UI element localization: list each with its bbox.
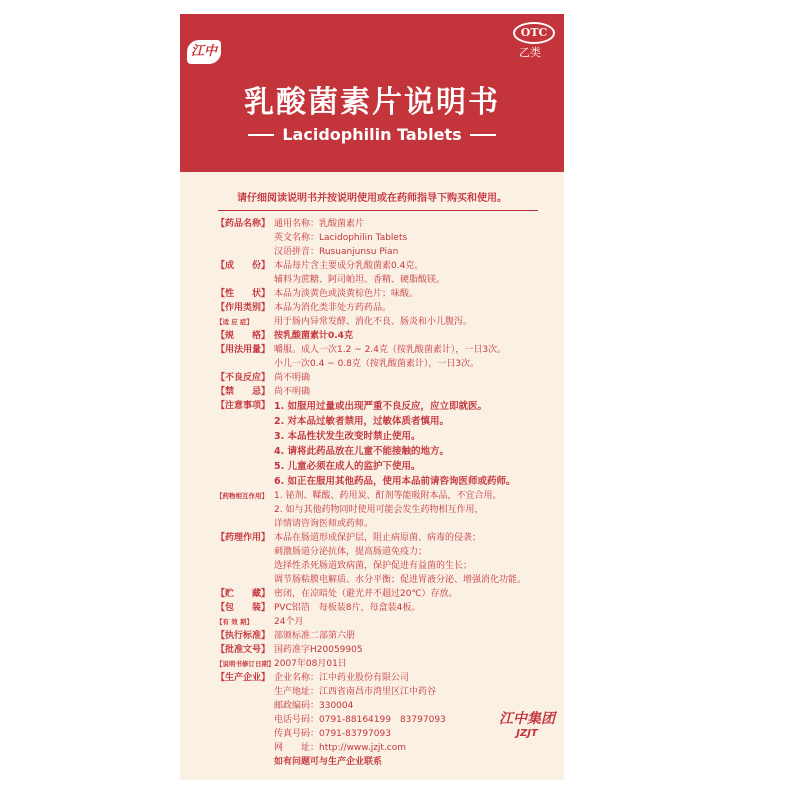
info-row-label: 【成 份】 — [216, 261, 271, 271]
info-row-line: 通用名称：乳酸菌素片 — [274, 219, 365, 229]
info-row — [216, 399, 560, 489]
info-row-label: 【规 格】 — [216, 331, 271, 341]
info-row-line: 尚不明确 — [274, 387, 311, 397]
info-row-line: 本品为淡黄色或淡黄棕色片；味酸。 — [274, 289, 419, 299]
info-row-label: 【贮 藏】 — [216, 589, 271, 599]
info-row-line: 本品为消化类非处方药药品。 — [274, 303, 392, 313]
info-row — [216, 217, 560, 259]
info-row — [216, 343, 560, 371]
footer-brand-logo — [492, 708, 562, 739]
otc-class-label: 乙类 — [519, 46, 541, 59]
title-english: Lacidophilin Tablets — [282, 125, 462, 144]
info-row-line: 6. 如正在服用其他药品，使用本品前请咨询医师或药师。 — [274, 476, 516, 487]
info-row — [216, 489, 560, 531]
info-row-line: 24个月 — [274, 617, 304, 627]
info-row-values — [274, 217, 560, 259]
jiangzhong-logo: 江中 — [187, 40, 221, 64]
info-row-line: 电话号码：0791-88164199 83797093 — [274, 715, 446, 725]
info-row-line: 选择性杀死肠道致病菌，保护促进有益菌的生长； — [274, 561, 473, 571]
info-row — [216, 601, 560, 615]
title-rule-right — [470, 134, 496, 136]
info-row-line: 1. 铋剂、鞣酸、药用炭、酊剂等能吸附本品，不宜合用。 — [274, 491, 502, 501]
info-row — [216, 287, 560, 301]
info-row-line: 调节肠粘膜电解质、水分平衡；促进胃液分泌、增强消化功能。 — [274, 575, 527, 585]
info-row — [216, 385, 560, 399]
info-row — [216, 531, 560, 587]
info-row-line: 生产地址：江西省南昌市湾里区江中药谷 — [274, 687, 437, 697]
info-row-label: 【批准文号】 — [216, 645, 271, 655]
info-row — [216, 643, 560, 657]
info-row-label: 【性 状】 — [216, 289, 271, 299]
footer-brand-en: JZJT — [516, 728, 538, 739]
info-row-line: 英文名称：Lacidophilin Tablets — [274, 233, 408, 243]
info-row-values — [274, 301, 560, 315]
info-row-label: 【包 装】 — [216, 603, 271, 613]
info-row-line: 小儿一次0.4 ~ 0.8克（按乳酸菌素计），一日3次。 — [274, 359, 480, 369]
info-row-line: 网 址：http://www.jzjt.com — [274, 743, 407, 753]
info-row-values — [274, 343, 560, 371]
info-row-label: 【药物相互作用】 — [216, 492, 268, 500]
info-row — [216, 301, 560, 315]
info-row-line: 用于肠内异常发酵、消化不良、肠炎和小儿腹泻。 — [274, 317, 473, 327]
info-row-values — [274, 371, 560, 385]
info-row-line: 本品在肠道形成保护层，阻止病原菌、病毒的侵袭； — [274, 533, 482, 543]
info-row-label: 【说明书修订日期】 — [216, 660, 275, 668]
info-row-line: 4. 请将此药品放在儿童不能接触的地方。 — [274, 446, 450, 457]
info-row-values — [274, 315, 560, 329]
info-row-label: 【生产企业】 — [216, 673, 271, 683]
usage-notice: 请仔细阅读说明书并按说明使用或在药师指导下购买和使用。 — [237, 193, 507, 204]
info-row-label: 【禁 忌】 — [216, 387, 271, 397]
info-row-label: 【适 应 症】 — [216, 318, 254, 326]
info-row — [216, 371, 560, 385]
info-table — [216, 217, 560, 769]
info-row-label: 【不良反应】 — [216, 373, 271, 383]
info-row-label: 【药品名称】 — [216, 219, 271, 229]
info-row — [216, 587, 560, 601]
info-row-values — [274, 385, 560, 399]
info-row-line: 密闭，在凉暗处（避光并不超过20℃）存放。 — [274, 589, 458, 599]
info-row-label: 【注意事项】 — [216, 401, 271, 411]
info-row-values — [274, 287, 560, 301]
info-row — [216, 259, 560, 287]
info-row-values — [274, 259, 560, 287]
info-row-line: 本品每片含主要成分乳酸菌素0.4克。 — [274, 261, 424, 271]
info-row-label: 【执行标准】 — [216, 631, 271, 641]
info-row-values — [274, 531, 560, 587]
info-row-values — [274, 643, 560, 657]
info-row — [216, 315, 560, 329]
title-chinese: 乳酸菌素片说明书 — [244, 85, 500, 120]
info-row-line: PVC铝箔 每板装8片，每盒装4板。 — [274, 603, 421, 613]
info-row-line: 3. 本品性状发生改变时禁止使用。 — [274, 431, 421, 442]
info-row-values — [274, 629, 560, 643]
info-row-values — [274, 657, 560, 671]
info-row-line: 辅料为蔗糖、阿司帕坦、香精、硬脂酸镁。 — [274, 275, 446, 285]
info-row-line: 5. 儿童必须在成人的监护下使用。 — [274, 461, 421, 472]
info-row-label: 【作用类别】 — [216, 303, 271, 313]
info-row-line: 汉语拼音：Rusuanjunsu Pian — [274, 247, 399, 257]
otc-badge: OTC — [513, 22, 555, 44]
info-row — [216, 657, 560, 671]
info-row — [216, 329, 560, 343]
info-row-line: 2007年08月01日 — [274, 659, 347, 669]
header-band — [180, 14, 564, 172]
info-row-line: 传真号码：0791-83797093 — [274, 729, 391, 739]
info-row-label: 【用法用量】 — [216, 345, 271, 355]
notice-divider — [218, 210, 538, 211]
info-row-line: 尚不明确 — [274, 373, 311, 383]
info-row-values — [274, 615, 560, 629]
info-row-line: 如有问题可与生产企业联系 — [274, 757, 383, 767]
title-rule-left — [248, 134, 274, 136]
title-english-row — [180, 125, 564, 144]
instruction-sheet — [180, 14, 564, 780]
info-row-label: 【有 效 期】 — [216, 618, 254, 626]
info-row-line: 部颁标准二部第六册 — [274, 631, 356, 641]
info-row-values — [274, 601, 560, 615]
info-row-values — [274, 489, 560, 531]
info-row-label: 【药理作用】 — [216, 533, 271, 543]
info-row-line: 刺激肠道分泌抗体，提高肠道免疫力； — [274, 547, 428, 557]
info-row — [216, 615, 560, 629]
info-row-line: 按乳酸菌素计0.4克 — [274, 331, 353, 341]
info-row-line: 企业名称：江中药业股份有限公司 — [274, 673, 410, 683]
info-row-line: 国药准字H20059905 — [274, 645, 363, 655]
info-row-line: 2. 对本品过敏者禁用，过敏体质者慎用。 — [274, 416, 450, 427]
footer-brand-cn: 江中集团 — [499, 711, 555, 727]
info-row-line: 2. 如与其他药物同时使用可能会发生药物相互作用， — [274, 505, 484, 515]
info-row-values — [274, 399, 560, 489]
info-row-values — [274, 587, 560, 601]
info-row-line: 详情请咨询医师或药师。 — [274, 519, 374, 529]
info-row-line: 邮政编码：330004 — [274, 701, 354, 711]
info-row-line: 嚼服。成人一次1.2 ~ 2.4克（按乳酸菌素计），一日3次。 — [274, 345, 507, 355]
info-row — [216, 629, 560, 643]
info-row-line: 1. 如服用过量或出现严重不良反应，应立即就医。 — [274, 401, 488, 412]
info-row-values — [274, 329, 560, 343]
